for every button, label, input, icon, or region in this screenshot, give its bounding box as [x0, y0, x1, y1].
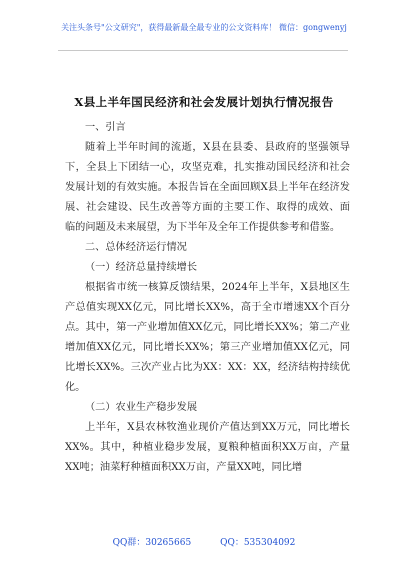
section-heading-intro: 一、引言: [85, 122, 126, 133]
footer-qq-contact: QQ：535304092: [220, 538, 296, 548]
footer-qq-group: QQ群：30265665: [112, 538, 192, 548]
page-footer: [0, 535, 408, 548]
subsection-heading-agriculture: （二）农业生产稳步发展: [85, 402, 198, 413]
page-header-banner: 关注头条号"公文研究"，获得最新最全最专业的公文资料库！ 微信：gongwenyj: [61, 23, 347, 32]
paragraph-agriculture: 上半年，X县农林牧渔业现价产值达到XX万元，同比增长XX%。其中，种植业稳步发展，夏粮种植面积XX万亩，产量XX吨；油菜籽种植面积XX万亩，产量XX吨，同比增: [65, 422, 350, 473]
subsection-heading-growth: （一）经济总量持续增长: [85, 262, 198, 273]
paragraph-intro: 随着上半年时间的流逝，X县在县委、县政府的坚强领导下，全县上下团结一心，攻坚克难，扎实推动国民经济和社会发展计划的有效实施。本报告旨在全面回顾X县上半年在经济发展、社会建设、民生改善等方面的主要工作、取得的成效、面临的问题及未来展望，为下半年及全年工作提供参考和借鉴。: [65, 142, 350, 233]
document-body: [65, 118, 350, 478]
document-title: X县上半年国民经济和社会发展计划执行情况报告: [74, 95, 334, 109]
paragraph-growth: 根据省市统一核算反馈结果，2024年上半年，X县地区生产总值实现XX亿元，同比增长XX%，高于全市增速XX个百分点。其中，第一产业增加值XX亿元，同比增长XX%；第二产业增加值XX亿元，同比增长XX%；第三产业增加值XX亿元，同比增长XX%。三次产业占比为XX：XX：XX，经济结构持续优化。: [65, 282, 350, 393]
section-heading-overall: 二、总体经济运行情况: [85, 242, 187, 253]
header-divider: [58, 50, 348, 51]
